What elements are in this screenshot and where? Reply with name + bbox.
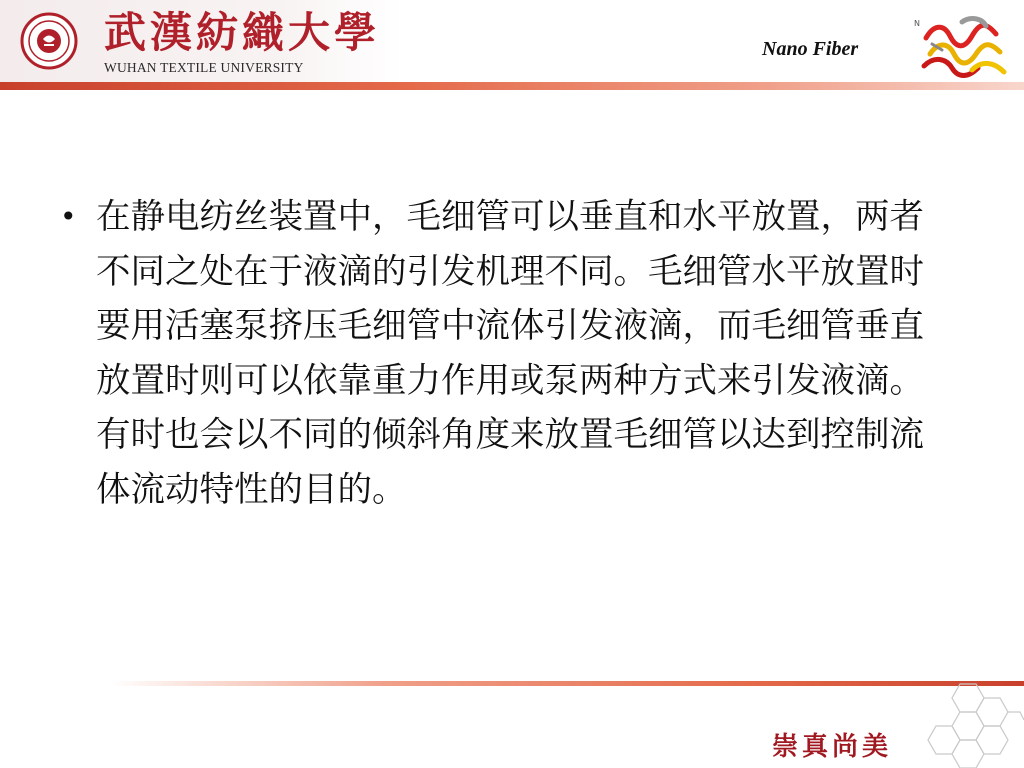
protein-helix-icon xyxy=(912,10,1012,86)
university-name-chinese: 武漢紡織大學 xyxy=(104,8,381,57)
topic-label: Nano Fiber xyxy=(762,38,859,60)
molecule-letter: N xyxy=(914,19,920,28)
bullet-text: 在静电纺丝装置中，毛细管可以垂直和水平放置，两者不同之处在于液滴的引发机理不同。毛细管水平放置时要用活塞泵挤压毛细管中流体引发液滴，而毛细管垂直放置时则可以依靠重力作用或泵两种方式来引发液滴。有时也会以不同的倾斜角度来放置毛细管以达到控制流体流动特性的目的。 xyxy=(96,197,924,510)
university-name-english: WUHAN TEXTILE UNIVERSITY xyxy=(104,60,304,75)
university-motto: 崇真尚美 xyxy=(772,732,893,762)
university-logo xyxy=(0,0,402,86)
university-seal-icon xyxy=(20,12,78,70)
hexagon-lattice-icon xyxy=(920,680,1024,768)
slide-header xyxy=(0,0,1024,92)
bullet-item xyxy=(60,190,930,517)
footer-divider xyxy=(110,681,1024,686)
header-divider xyxy=(0,82,1024,90)
slide-content xyxy=(60,190,930,517)
bullet-marker-icon: • xyxy=(60,200,77,233)
